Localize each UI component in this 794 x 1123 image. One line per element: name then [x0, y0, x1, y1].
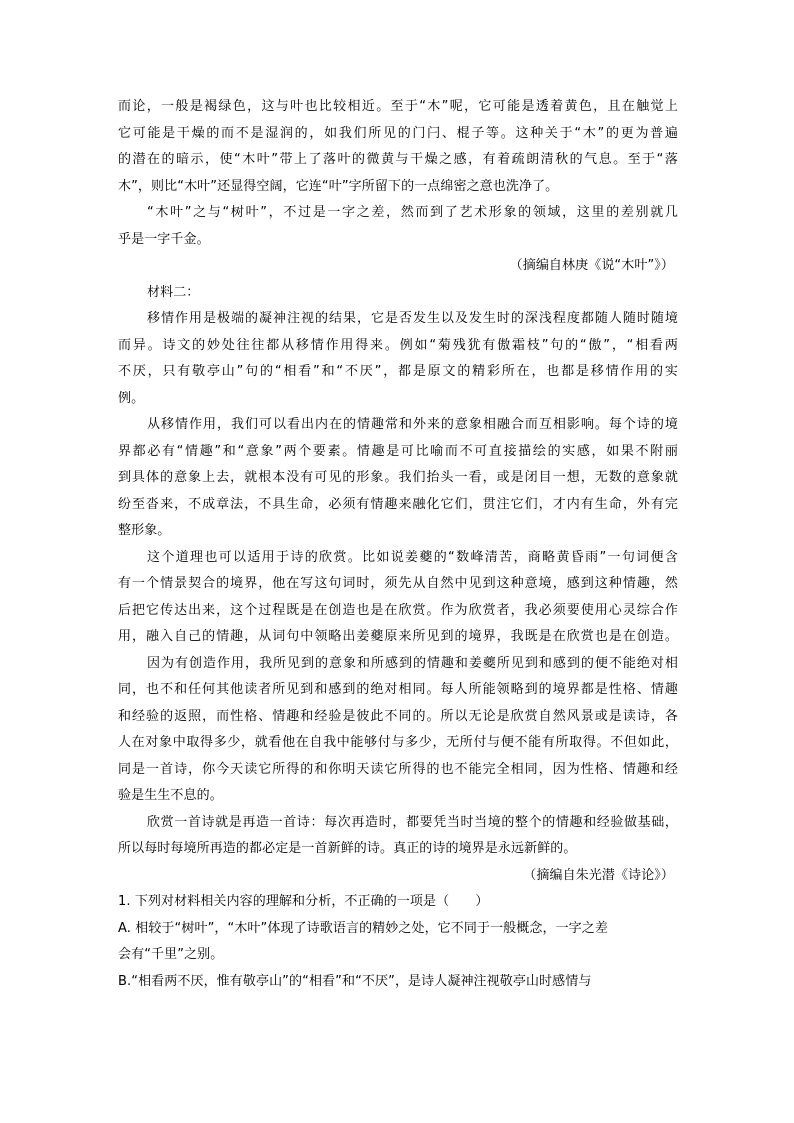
text-line: 这个道理也可以适用于诗的欣赏。比如说姜夔的“数峰清苦，商略黄昏雨”一句词便含 — [147, 549, 678, 565]
text-line: 例。 — [118, 390, 145, 406]
text-line: 后把它传达出来，这个过程既是在创造也是在欣赏。作为欣赏者，我必须要使用心灵综合作 — [118, 602, 678, 618]
text-line: 会有“千里”之别。 — [118, 947, 224, 962]
text-line: （摘编自林庚《说“木叶”》） — [509, 258, 674, 273]
text-line: 而异。诗文的妙处往往都从移情作用得来。例如“菊残犹有傲霜枝”句的“傲”，“相看两 — [118, 337, 678, 353]
text-line: 因为有创造作用，我所见到的意象和所感到的情趣和姜夔所见到和感到的便不能绝对相 — [147, 655, 678, 671]
text-line: A. 相较于“树叶”，“木叶”体现了诗歌语言的精妙之处，它不同于一般概念，一字之差 — [118, 920, 608, 936]
text-line: 从移情作用，我们可以看出内在的情趣常和外来的意象相融合而互相影响。每个诗的境 — [147, 417, 678, 432]
text-line: 人在对象中取得多少，就看他在自我中能够付与多少，无所付与便不能有所取得。不但如此， — [118, 735, 678, 750]
text-line: 的潜在的暗示，使“木叶”带上了落叶的微黄与干燥之感，有着疏朗清秋的气息。至于“落 — [118, 152, 678, 167]
text-line: 验是生生不息的。 — [118, 788, 223, 803]
text-line: 它可能是干燥的而不是湿润的，如我们所见的门闩、棍子等。这种关于“木”的更为普遍 — [118, 125, 678, 141]
text-line: 所以每时每境所再造的都必定是一首新鲜的诗。真正的诗的境界是永远新鲜的。 — [118, 841, 577, 856]
text-line: 欣赏一首诗就是再造一首诗：每次再造时，都要凭当时当境的整个的情趣和经验做基础， — [147, 814, 678, 830]
document-body — [118, 94, 678, 995]
text-line: 同，也不和任何其他读者所见到和感到的绝对相同。每人所能领略到的境界都是性格、情趣 — [118, 682, 678, 697]
text-line: 木”，则比“木叶”还显得空阔，它连“叶”字所留下的一点绵密之意也洗净了。 — [118, 178, 559, 194]
text-line: 和经验的返照，而性格、情趣和经验是彼此不同的。所以无论是欣赏自然风景或是读诗，各 — [118, 708, 678, 724]
text-line: （摘编自朱光潜《诗论》） — [523, 867, 674, 883]
text-line: 材料二： — [147, 284, 200, 300]
text-line: 而论，一般是褐绿色，这与叶也比较相近。至于“木”呢，它可能是透着黄色，且在触觉上 — [118, 99, 678, 114]
text-line: 用，融入自己的情趣，从词句中领略出姜夔原来所见到的境界，我既是在欣赏也是在创造。 — [118, 629, 678, 644]
text-line: 不厌，只有敬亭山”句的“相看”和“不厌”，都是原文的精彩所在，也都是移情作用的实 — [118, 364, 678, 379]
text-line: 整形象。 — [118, 523, 171, 538]
text-line: 移情作用是极端的凝神注视的结果，它是否发生以及发生时的深浅程度都随人随时随境 — [147, 311, 678, 326]
text-line: 1. 下列对材料相关内容的理解和分析，不正确的一项是（ ） — [118, 894, 489, 909]
text-line: 到具体的意象上去，就根本没有可见的形象。我们抬头一看，或是闭目一想，无数的意象就 — [118, 470, 678, 485]
text-line: 有一个情景契合的境界，他在写这句词时，须先从自然中见到这种意境，感到这种情趣，然 — [118, 576, 678, 591]
text-line: 同是一首诗，你今天读它所得的和你明天读它所得的也不能完全相同，因为性格、情趣和经 — [118, 761, 678, 777]
text-line: 纷至沓来，不成章法，不具生命，必须有情趣来融化它们，贯注它们，才内有生命，外有完 — [118, 496, 678, 512]
text-line: 界都必有“情趣”和“意象”两个要素。情趣是可比喻而不可直接描绘的实感，如果不附丽 — [118, 443, 678, 459]
text-line: “木叶”之与“树叶”，不过是一字之差，然而到了艺术形象的领域，这里的差别就几 — [147, 205, 678, 220]
text-line: 乎是一字千金。 — [118, 231, 210, 247]
text-line: B.“相看两不厌，惟有敬亭山”的“相看”和“不厌”，是诗人凝神注视敬亭山时感情与 — [118, 973, 592, 989]
